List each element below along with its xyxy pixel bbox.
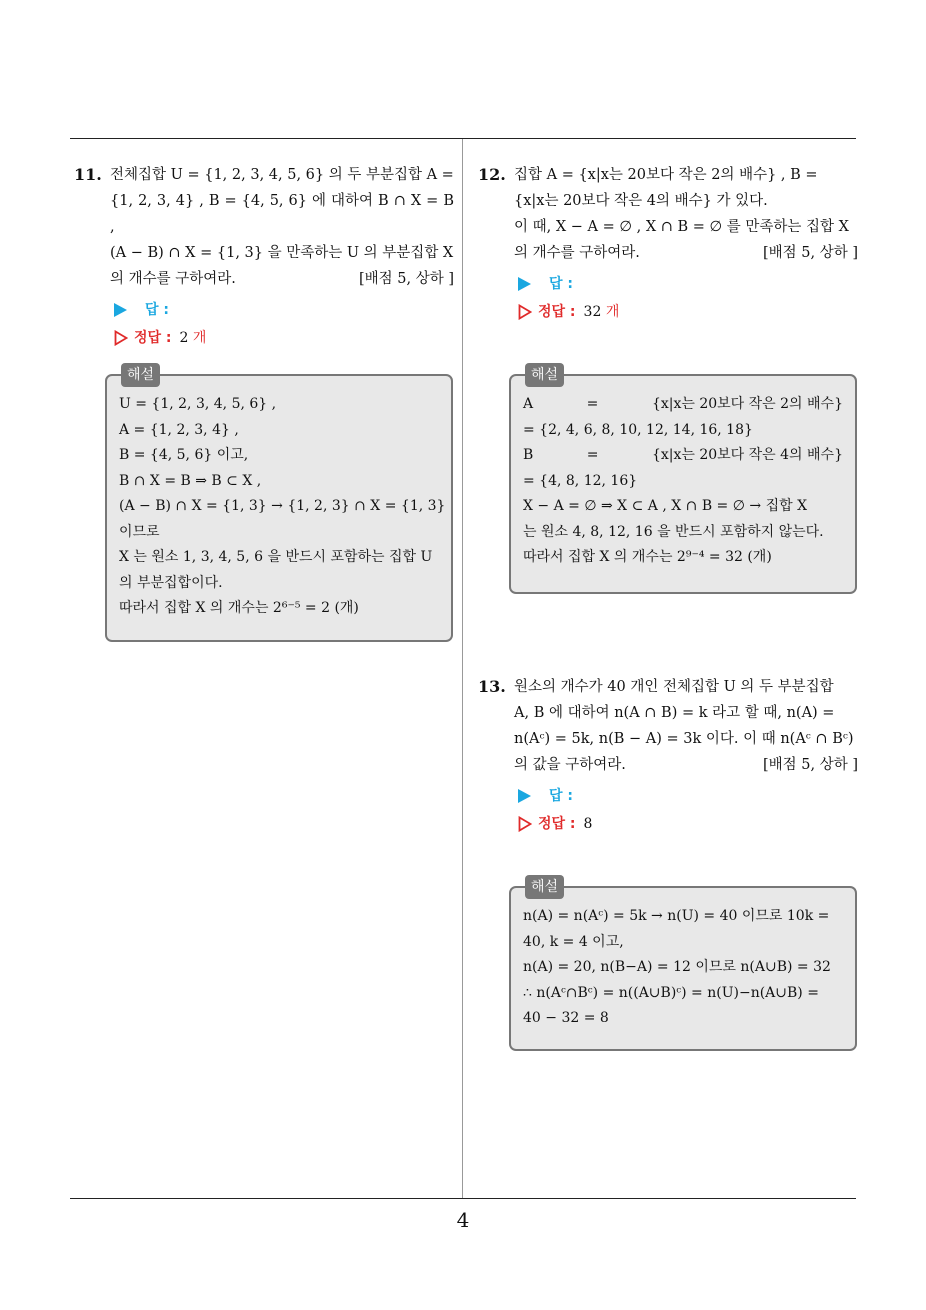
column-divider	[462, 139, 463, 1198]
problem-line	[110, 266, 454, 292]
problem-line-text: 의 개수를 구하여라.	[514, 245, 640, 261]
correct-answer-label: 정답 :	[538, 304, 576, 320]
answer-label: 답 :	[549, 788, 573, 804]
solution-line: ∴ n(Aᶜ∩Bᶜ) = n((A∪B)ᶜ) = n(U)−n(A∪B) =	[523, 984, 819, 1001]
problem-number: 13.	[478, 677, 506, 696]
footer-rule	[70, 1198, 856, 1199]
solution-line: 의 부분집합이다.	[119, 574, 223, 591]
problem-text	[514, 674, 858, 778]
answer-section	[518, 270, 858, 326]
correct-answer-value: 32	[583, 304, 602, 320]
solution-line: n(A) = 20, n(B−A) = 12 이므로 n(A∪B) = 32	[523, 959, 831, 975]
solution-line: n(A) = n(Aᶜ) = 5k → n(U) = 40 이므로 10k =	[523, 908, 830, 924]
outline-triangle-icon	[518, 816, 532, 832]
solution-tag: 해설	[525, 363, 564, 387]
score-label: [배점 5, 상하 ]	[358, 271, 454, 287]
outline-triangle-icon	[114, 330, 128, 346]
correct-answer-row	[518, 810, 858, 838]
answer-row	[518, 782, 858, 810]
solution-line: 40 − 32 = 8	[523, 1010, 609, 1026]
solution-set-b	[523, 443, 843, 469]
set-name: B	[523, 447, 534, 463]
correct-answer-row	[518, 298, 858, 326]
solution-line: 이므로	[119, 523, 160, 540]
problem-line: 전체집합 U = {1, 2, 3, 4, 5, 6} 의 두 부분집합 A =	[110, 167, 454, 183]
problem-line: {1, 2, 3, 4} , B = {4, 5, 6} 에 대하여 B ∩ X = B ,	[110, 193, 454, 235]
problem-line	[514, 240, 858, 266]
problem-text	[110, 162, 454, 292]
problem-line-text: 의 값을 구하여라.	[514, 757, 626, 773]
correct-answer-value: 2	[179, 330, 189, 346]
problem-line: 이 때, X − A = ∅ , X ∩ B = ∅ 를 만족하는 집합 X	[514, 219, 849, 235]
problem-line-text: 의 개수를 구하여라.	[110, 271, 236, 287]
equals-sign: =	[586, 396, 599, 412]
solution-line: 따라서 집합 X 의 개수는 2⁶⁻⁵ = 2 (개)	[119, 600, 359, 616]
score-label: [배점 5, 상하 ]	[762, 245, 858, 261]
solution-line: 40, k = 4 이고,	[523, 933, 624, 950]
solution-line: = {2, 4, 6, 8, 10, 12, 14, 16, 18}	[523, 421, 753, 438]
set-name: A	[523, 396, 534, 412]
solution-tag: 해설	[121, 363, 160, 387]
solution-tag: 해설	[525, 875, 564, 899]
solution-line: X 는 원소 1, 3, 4, 5, 6 을 반드시 포함하는 집합 U	[119, 549, 433, 565]
problem-11	[74, 162, 454, 352]
set-definition: {x|x는 20보다 작은 2의 배수}	[651, 396, 843, 412]
problem-number: 11.	[74, 165, 102, 184]
problem-line: 집합 A = {x|x는 20보다 작은 2의 배수} , B =	[514, 167, 818, 183]
answer-section	[518, 782, 858, 838]
equals-sign: =	[586, 447, 599, 463]
correct-answer-unit: 개	[192, 330, 207, 346]
solution-box-13	[509, 879, 857, 1051]
play-triangle-icon	[114, 303, 127, 317]
problem-line: (A − B) ∩ X = {1, 3} 을 만족하는 U 의 부분집합 X	[110, 245, 454, 261]
set-definition: {x|x는 20보다 작은 4의 배수}	[651, 447, 843, 463]
score-label: [배점 5, 상하 ]	[762, 757, 858, 773]
solution-line: 는 원소 4, 8, 12, 16 을 반드시 포함하지 않는다.	[523, 523, 824, 540]
problem-line: n(Aᶜ) = 5k, n(B − A) = 3k 이다. 이 때 n(Aᶜ ∩ Bᶜ)	[514, 731, 854, 747]
play-triangle-icon	[518, 277, 531, 291]
solution-line: A = {1, 2, 3, 4} ,	[119, 421, 239, 438]
answer-label: 답 :	[145, 302, 169, 318]
solution-line: = {4, 8, 12, 16}	[523, 472, 638, 489]
correct-answer-label: 정답 :	[134, 330, 172, 346]
page-number: 4	[456, 1208, 470, 1232]
solution-set-a	[523, 392, 843, 418]
solution-box-11	[105, 367, 453, 642]
problem-number: 12.	[478, 165, 506, 184]
solution-line: U = {1, 2, 3, 4, 5, 6} ,	[119, 396, 277, 412]
solution-line: 따라서 집합 X 의 개수는 2⁹⁻⁴ = 32 (개)	[523, 549, 772, 565]
problem-line: 원소의 개수가 40 개인 전체집합 U 의 두 부분집합	[514, 679, 834, 695]
problem-12	[478, 162, 858, 326]
outline-triangle-icon	[518, 304, 532, 320]
solution-line: B ∩ X = B ⇒ B ⊂ X ,	[119, 472, 262, 489]
correct-answer-label: 정답 :	[538, 816, 576, 832]
solution-line: X − A = ∅ ⇒ X ⊂ A , X ∩ B = ∅ → 집합 X	[523, 498, 808, 514]
problem-line: {x|x는 20보다 작은 4의 배수} 가 있다.	[514, 193, 768, 209]
correct-answer-row	[114, 324, 454, 352]
problem-13	[478, 674, 858, 838]
correct-answer-value: 8	[583, 816, 593, 832]
solution-line: (A − B) ∩ X = {1, 3} → {1, 2, 3} ∩ X = {1, 3}	[119, 498, 446, 514]
problem-line: A, B 에 대하여 n(A ∩ B) = k 라고 할 때, n(A) =	[514, 705, 835, 721]
answer-row	[518, 270, 858, 298]
solution-line: B = {4, 5, 6} 이고,	[119, 447, 249, 463]
problem-text	[514, 162, 858, 266]
answer-row	[114, 296, 454, 324]
problem-line	[514, 752, 858, 778]
answer-label: 답 :	[549, 276, 573, 292]
play-triangle-icon	[518, 789, 531, 803]
answer-section	[114, 296, 454, 352]
header-rule	[70, 138, 856, 139]
solution-box-12	[509, 367, 857, 594]
correct-answer-unit: 개	[605, 304, 620, 320]
